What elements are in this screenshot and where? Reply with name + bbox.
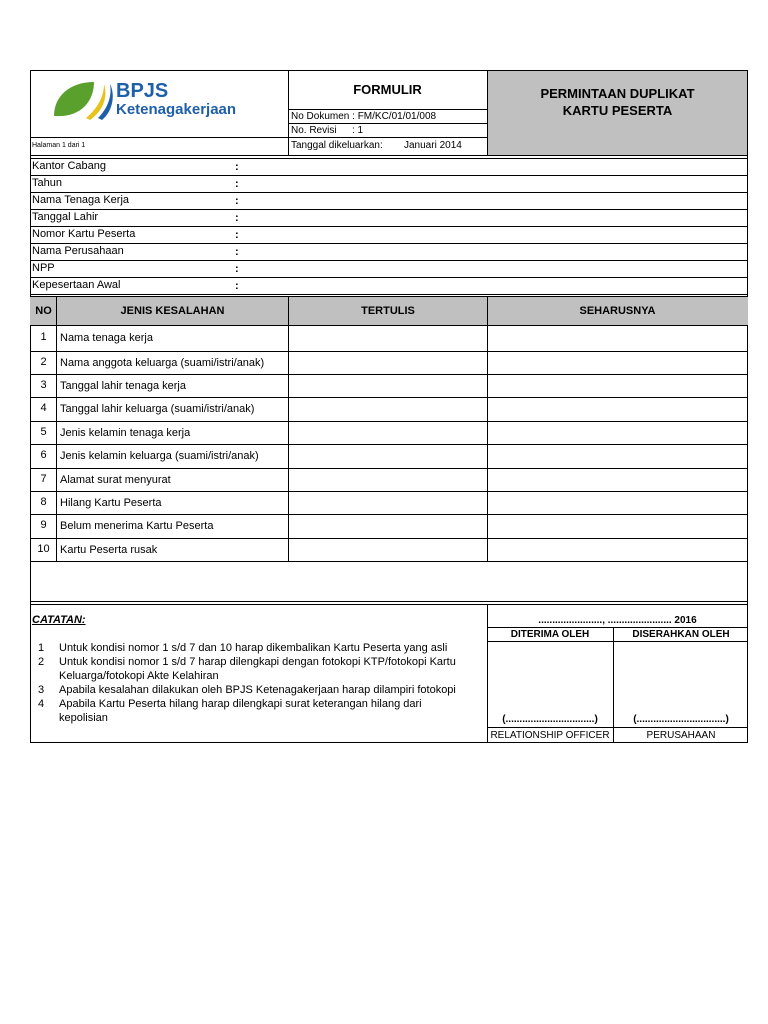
seharusnya-cell-input[interactable]	[488, 492, 746, 513]
catatan-item-number: 3	[38, 684, 45, 696]
catatan-item-text: Untuk kondisi nomor 1 s/d 7 dan 10 harap dikembalikan Kartu Peserta yang asli	[59, 642, 448, 654]
field-value-input[interactable]	[242, 227, 742, 242]
sign-date: ......................., ....................... 2016	[538, 615, 697, 626]
seharusnya-cell-input[interactable]	[488, 375, 746, 396]
row-number: 10	[37, 543, 50, 555]
role-perusahaan: PERUSAHAAN	[646, 730, 716, 741]
catatan-item-text: Keluarga/fotokopi Akte Kelahiran	[59, 670, 219, 682]
field-value-input[interactable]	[242, 193, 742, 208]
seharusnya-cell-input[interactable]	[488, 422, 746, 443]
catatan-item-number: 2	[38, 656, 45, 668]
blank-area-bottom	[30, 601, 748, 602]
diserahkan-oleh-label: DISERAHKAN OLEH	[632, 629, 730, 640]
tertulis-cell-input[interactable]	[289, 539, 486, 560]
row-number: 5	[40, 426, 47, 438]
table-bottom-border	[30, 561, 748, 562]
field-label: Kantor Cabang	[32, 160, 106, 172]
formulir-label: FORMULIR	[353, 82, 422, 97]
field-label: Nomor Kartu Peserta	[32, 228, 136, 240]
field-separator: :	[235, 229, 239, 241]
tertulis-cell-input[interactable]	[289, 515, 486, 537]
header-top-border	[30, 70, 748, 71]
table-row-line	[30, 468, 748, 469]
field-separator: :	[235, 280, 239, 292]
seharusnya-cell-input[interactable]	[488, 515, 746, 537]
field-label: Nama Perusahaan	[32, 245, 124, 257]
sign-line-3	[487, 727, 748, 728]
field-separator: :	[235, 263, 239, 275]
no-revisi-label: No. Revisi	[291, 125, 337, 136]
diterima-oleh-label: DITERIMA OLEH	[510, 629, 590, 640]
page-number: Halaman 1 dari 1	[32, 142, 86, 149]
table-row-line	[30, 374, 748, 375]
field-label: Kepesertaan Awal	[32, 279, 121, 291]
signature-blank-right[interactable]: (................................)	[633, 714, 729, 725]
table-row-line	[30, 491, 748, 492]
no-revisi-value: : 1	[352, 125, 364, 136]
field-label: Tahun	[32, 177, 62, 189]
form-title-line-1: PERMINTAAN DUPLIKAT	[540, 86, 695, 101]
row-number: 4	[40, 402, 47, 414]
tanggal-dikeluarkan-label: Tanggal dikeluarkan:	[291, 140, 383, 151]
row-jenis-kesalahan: Belum menerima Kartu Peserta	[60, 520, 214, 532]
tertulis-cell-input[interactable]	[289, 398, 486, 420]
tertulis-cell-input[interactable]	[289, 375, 486, 396]
col-header-seharusnya: SEHARUSNYA	[579, 305, 656, 317]
seharusnya-cell-input[interactable]	[488, 326, 746, 350]
row-number: 8	[40, 496, 47, 508]
seharusnya-cell-input[interactable]	[488, 352, 746, 373]
tanggal-dikeluarkan-value: Januari 2014	[404, 140, 462, 151]
logo-brand-text: BPJS	[116, 80, 169, 102]
catatan-item-text: Apabila kesalahan dilakukan oleh BPJS Ketenagakerjaan harap dilampiri fotokopi	[59, 684, 456, 696]
seharusnya-cell-input[interactable]	[488, 445, 746, 467]
field-separator: :	[235, 212, 239, 224]
field-label: Nama Tenaga Kerja	[32, 194, 130, 206]
row-jenis-kesalahan: Tanggal lahir keluarga (suami/istri/anak)	[60, 403, 255, 415]
row-number: 2	[40, 356, 47, 368]
header-row-line-3	[288, 137, 488, 138]
tertulis-cell-input[interactable]	[289, 469, 486, 490]
signature-blank-left[interactable]: (................................)	[502, 714, 598, 725]
logo-box-bottom-line	[30, 137, 288, 138]
field-value-input[interactable]	[242, 278, 742, 293]
field-value-input[interactable]	[242, 176, 742, 191]
field-value-input[interactable]	[242, 159, 742, 174]
row-number: 6	[40, 449, 47, 461]
form-title-line-2: KARTU PESERTA	[562, 103, 673, 118]
catatan-item-text: Untuk kondisi nomor 1 s/d 7 harap dilengkapi dengan fotokopi KTP/fotokopi Kartu	[59, 656, 456, 668]
row-number: 3	[40, 379, 47, 391]
table-row-line	[30, 397, 748, 398]
field-value-input[interactable]	[242, 261, 742, 276]
sign-line-2	[487, 641, 748, 642]
seharusnya-cell-input[interactable]	[488, 398, 746, 420]
tertulis-cell-input[interactable]	[289, 445, 486, 467]
field-label: Tanggal Lahir	[32, 211, 99, 223]
logo-sub-text: Ketenagakerjaan	[116, 101, 237, 118]
catatan-title: CATATAN:	[32, 614, 86, 626]
row-number: 1	[40, 331, 47, 343]
field-row-line	[30, 294, 748, 295]
row-jenis-kesalahan: Kartu Peserta rusak	[60, 544, 158, 556]
tertulis-cell-input[interactable]	[289, 352, 486, 373]
catatan-item-text: Apabila Kartu Peserta hilang harap dilengkapi surat keterangan hilang dari	[59, 698, 422, 710]
tertulis-cell-input[interactable]	[289, 326, 486, 350]
table-top-border	[30, 296, 748, 297]
row-jenis-kesalahan: Hilang Kartu Peserta	[60, 497, 162, 509]
table-row-line	[30, 444, 748, 445]
no-dokumen: No Dokumen : FM/KC/01/01/008	[291, 111, 437, 122]
field-value-input[interactable]	[242, 244, 742, 259]
catatan-item-number: 4	[38, 698, 45, 710]
tertulis-cell-input[interactable]	[289, 422, 486, 443]
form-bottom-border	[30, 742, 748, 743]
catatan-item-number: 1	[38, 642, 45, 654]
row-jenis-kesalahan: Jenis kelamin tenaga kerja	[60, 427, 191, 439]
row-number: 9	[40, 519, 47, 531]
row-number: 7	[40, 473, 47, 485]
row-jenis-kesalahan: Alamat surat menyurat	[60, 474, 171, 486]
tertulis-cell-input[interactable]	[289, 492, 486, 513]
field-label: NPP	[32, 262, 55, 274]
col-header-no: NO	[35, 305, 52, 317]
field-separator: :	[235, 195, 239, 207]
field-separator: :	[235, 246, 239, 258]
catatan-item-text: kepolisian	[59, 712, 108, 724]
col-header-jenis-kesalahan: JENIS KESALAHAN	[120, 305, 225, 317]
row-jenis-kesalahan: Nama tenaga kerja	[60, 332, 153, 344]
field-value-input[interactable]	[242, 210, 742, 225]
table-row-line	[30, 421, 748, 422]
table-row-line	[30, 514, 748, 515]
table-row-line	[30, 538, 748, 539]
col-header-tertulis: TERTULIS	[361, 305, 415, 317]
bpjs-logo	[52, 78, 252, 122]
row-jenis-kesalahan: Tanggal lahir tenaga kerja	[60, 380, 186, 392]
field-separator: :	[235, 161, 239, 173]
catatan-top-border	[30, 604, 748, 605]
row-jenis-kesalahan: Nama anggota keluarga (suami/istri/anak)	[60, 357, 265, 369]
seharusnya-cell-input[interactable]	[488, 469, 746, 490]
seharusnya-cell-input[interactable]	[488, 539, 746, 560]
role-relationship-officer: RELATIONSHIP OFFICER	[490, 730, 610, 741]
table-row-line	[30, 351, 748, 352]
field-separator: :	[235, 178, 239, 190]
header-bottom-border	[30, 155, 748, 156]
row-jenis-kesalahan: Jenis kelamin keluarga (suami/istri/anak)	[60, 450, 259, 462]
